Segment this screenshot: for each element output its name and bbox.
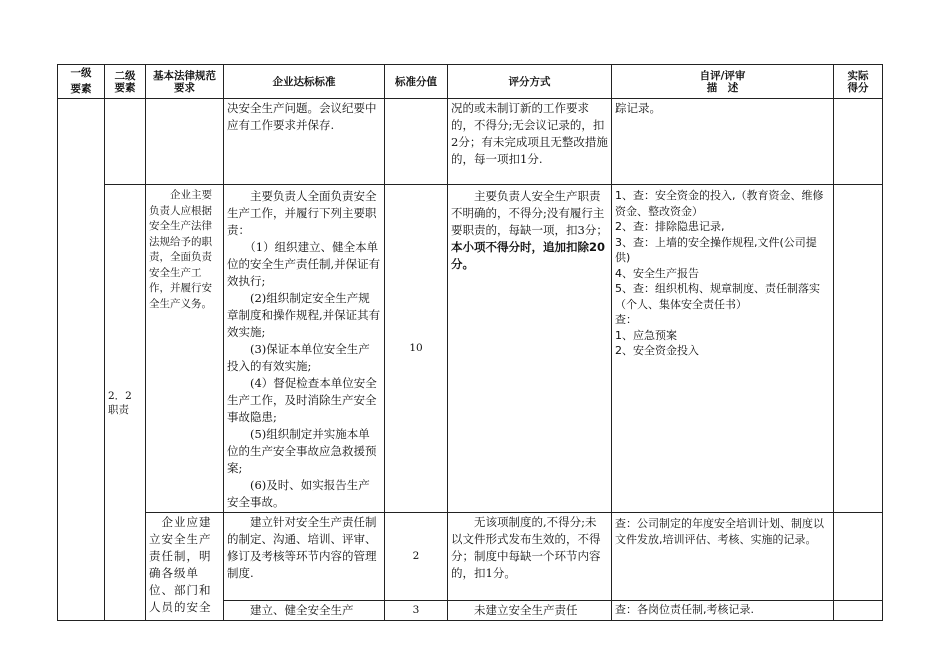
table-row [58, 185, 883, 513]
header-score: 标准分值 [385, 65, 448, 99]
header-law: 基本法律规范 要求 [146, 65, 224, 99]
table-row [58, 513, 883, 601]
header-row [58, 65, 883, 99]
safety-standard-table [57, 64, 883, 621]
actual-score-cell [834, 513, 883, 601]
standard-cell: 主要负责人全面负责安全生产工作，并履行下列主要职责： （1）组织建立、健全本单位的安全生产责任制,并保证有效执行; (2)组织制定安全生产规章制度和操作规程,并保证其有效实施; (3)保证本单位安全生产投入的有效实施; (4）督促检查本单位安全生产工作，及时消除生产安全事故隐患; (5)组织制定并实施本单位的生产安全事故应急救援预案; (6)及时、如实报告生产安全事故。 [224, 185, 385, 513]
law-cell [146, 99, 224, 185]
score-cell [385, 99, 448, 185]
level1-cell [58, 99, 105, 621]
header-method: 评分方式 [448, 65, 612, 99]
method-cell: 未建立安全生产责任 [448, 601, 612, 621]
self-eval-cell: 查：各岗位责任制,考核记录. [612, 601, 834, 621]
actual-score-cell [834, 601, 883, 621]
method-cell [448, 185, 612, 513]
table-row [58, 99, 883, 185]
law-cell: 企业应建立安全生产责任制，明确各级单位、部门和人员的安全 [146, 513, 224, 621]
law-cell: 企业主要负责人应根据安全生产法律法规给予的职责，全面负责安全生产工作，并履行安全生产义务。 [146, 185, 224, 513]
self-eval-cell: 1、查：安全资金的投入,（教育资金、维修资金、整改资金） 2、查：排除隐患记录, 3、查：上墙的安全操作规程,文件(公司提供) 4、安全生产报告 5、查：组织机构、规章制度、责任制落实（个人、集体安全责任书） 查： 1、应急预案 2、安全资金投入 [612, 185, 834, 513]
standard-cell: 建立、健全安全生产 [224, 601, 385, 621]
standard-cell: 决安全生产问题。会议纪要中应有工作要求并保存. [224, 99, 385, 185]
level2-cell [105, 99, 146, 185]
actual-score-cell [834, 99, 883, 185]
score-cell: 3 [385, 601, 448, 621]
header-self-eval: 自评/评审 描 述 [612, 65, 834, 99]
level2-cell: 2．2 职责 [105, 185, 146, 621]
method-cell: 况的或未制订新的工作要求的，不得分;无会议记录的，扣2分；有未完成项且无整改措施的，每一项扣1分. [448, 99, 612, 185]
score-cell: 2 [385, 513, 448, 601]
header-standard: 企业达标标准 [224, 65, 385, 99]
header-level1: 一级 要素 [58, 65, 105, 99]
self-eval-cell: 踪记录。 [612, 99, 834, 185]
method-bold-text: 本小项不得分时，追加扣除20分。 [451, 240, 606, 271]
header-actual: 实际 得分 [834, 65, 883, 99]
standard-cell: 建立针对安全生产责任制的制定、沟通、培训、评审、修订及考核等环节内容的管理制度. [224, 513, 385, 601]
method-cell: 无该项制度的,不得分;未以文件形式发布生效的，不得分；制度中每缺一个环节内容的，扣1分。 [448, 513, 612, 601]
actual-score-cell [834, 185, 883, 513]
method-text: 主要负责人安全生产职责不明确的，不得分;没有履行主要职责的，每缺一项，扣3分； [451, 189, 608, 237]
self-eval-cell: 查：公司制定的年度安全培训计划、制度以文件发放,培训评估、考核、实施的记录。 [612, 513, 834, 601]
header-level2: 二级 要素 [105, 65, 146, 99]
score-cell: 10 [385, 185, 448, 513]
